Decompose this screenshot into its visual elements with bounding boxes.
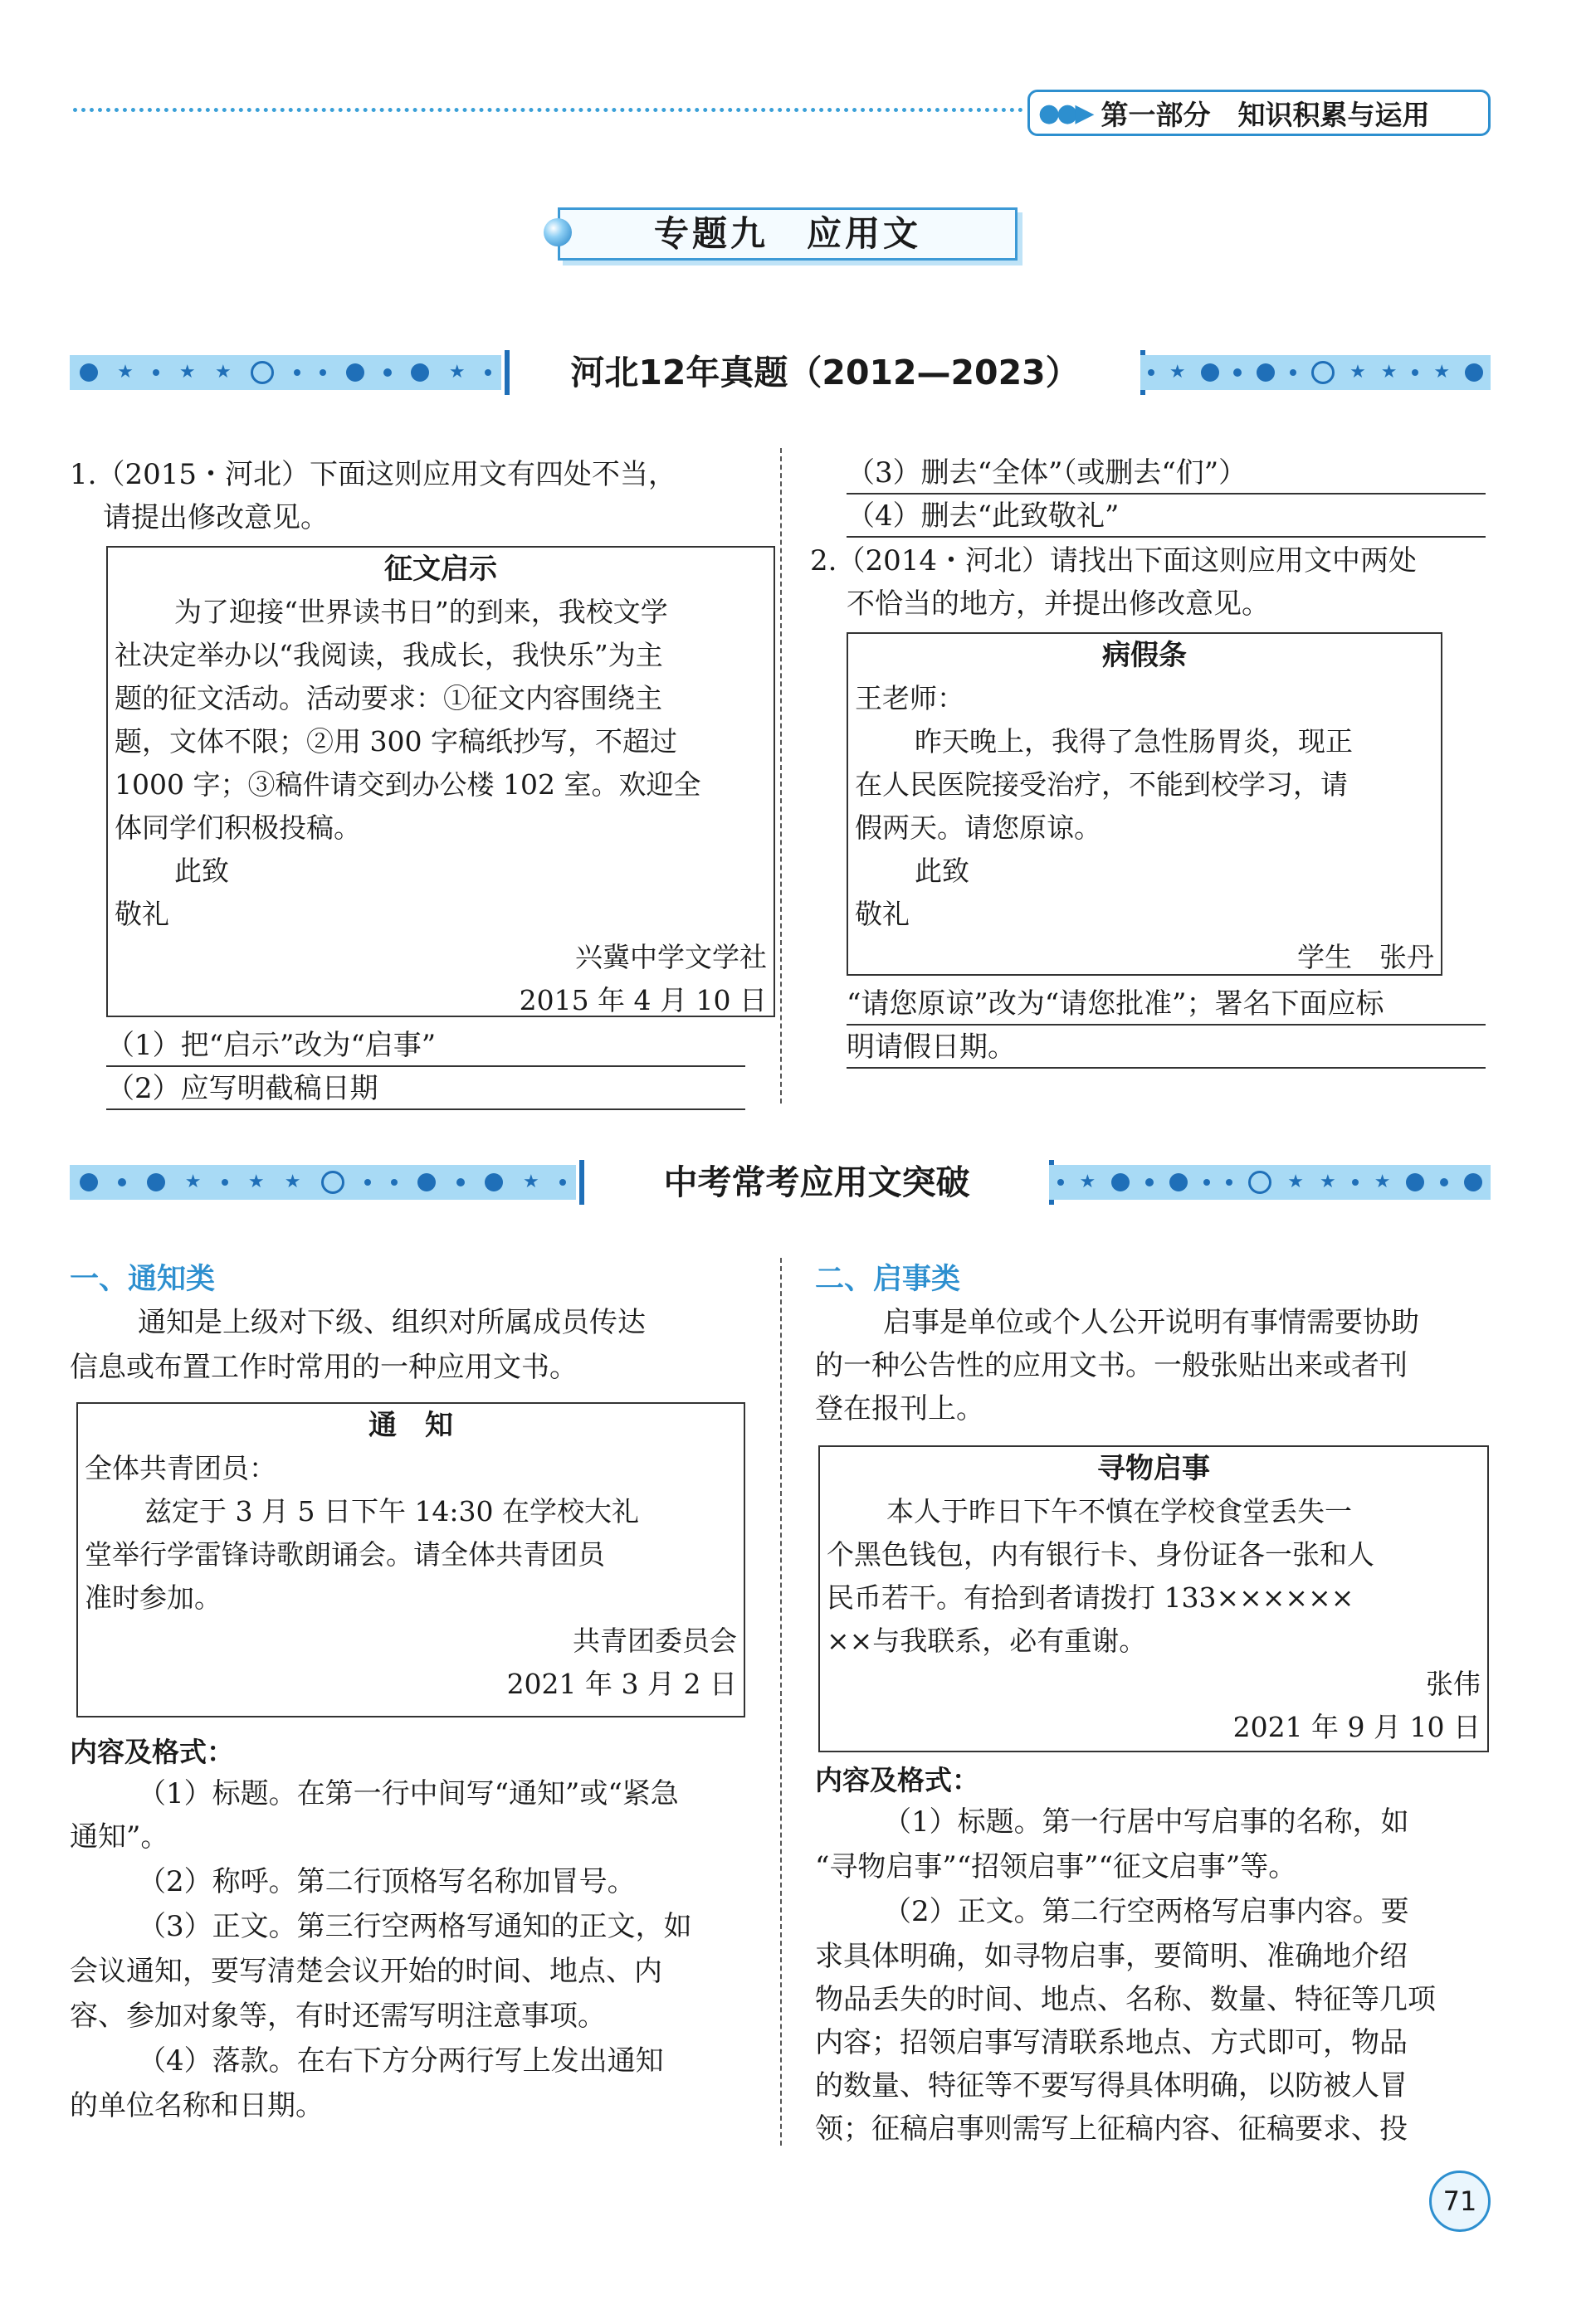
q1-doc-line: 1000 字；③稿件请交到办公楼 102 室。欢迎全 xyxy=(115,768,701,801)
notice-doc-line: 堂举行学雷锋诗歌朗诵会。请全体共青团员 xyxy=(85,1538,605,1571)
notice-salutation: 全体共青团员： xyxy=(85,1452,276,1484)
arrow-icon: ●●▶ xyxy=(1038,98,1091,128)
notice-format-line: （4）落款。在右下方分两行写上发出通知 xyxy=(138,2044,664,2078)
q2-closing-2: 敬礼 xyxy=(855,898,910,930)
q2-doc-line: 昨天晚上，我得了急性肠胃炎，现正 xyxy=(915,725,1353,758)
globe-icon xyxy=(321,1171,344,1194)
announce-doc-title: 寻物启事 xyxy=(1097,1452,1210,1485)
q1-doc-line: 题的征文活动。活动要求：①征文内容围绕主 xyxy=(115,682,662,714)
section-banner-applied-writing xyxy=(70,1160,1491,1205)
globe-icon xyxy=(1248,1171,1271,1194)
notice-intro-line: 通知是上级对下级、组织对所属成员传达 xyxy=(138,1306,646,1339)
q1-answer-1: （1）把“启示”改为“启事” xyxy=(106,1026,745,1067)
announce-format-line: 物品丢失的时间、地点、名称、数量、特征等几项 xyxy=(815,1983,1436,2016)
q1-document-box xyxy=(106,546,775,1017)
announce-intro-line: 的一种公告性的应用文书。一般张贴出来或者刊 xyxy=(815,1349,1408,1382)
notice-format-line: （1）标题。在第一行中间写“通知”或“紧急 xyxy=(138,1777,679,1810)
notice-intro-line: 信息或布置工作时常用的一种应用文书。 xyxy=(70,1351,578,1384)
notice-doc-line: 兹定于 3 月 5 日下午 14:30 在学校大礼 xyxy=(144,1495,640,1527)
section-title: 中考常考应用文突破 xyxy=(579,1160,1054,1205)
notice-format-line: 会议通知，要写清楚会议开始的时间、地点、内 xyxy=(70,1955,662,1988)
announce-signer: 张伟 xyxy=(1426,1668,1481,1700)
q1-closing-1: 此致 xyxy=(174,855,229,887)
banner-decor-left: ★ ★ ★ ★ xyxy=(70,355,501,390)
banner-decor-right: ★ ★ ★ ★ xyxy=(1140,355,1491,390)
announce-document-box xyxy=(818,1445,1489,1752)
announce-intro-line: 启事是单位或个人公开说明有事情需要协助 xyxy=(883,1306,1419,1339)
q2-document-box xyxy=(847,632,1442,976)
q2-answer-line-1: “请您原谅”改为“请您批准”；署名下面应标 xyxy=(847,984,1486,1026)
notice-doc-line: 准时参加。 xyxy=(85,1581,222,1614)
globe-icon xyxy=(251,361,274,384)
q1-doc-line: 为了迎接“世界读书日”的到来，我校文学 xyxy=(174,596,668,628)
q1-stem-line-1: 1.（2015・河北）下面这则应用文有四处不当， xyxy=(70,458,676,491)
notice-format-line: （2）称呼。第二行顶格写名称加冒号。 xyxy=(138,1865,636,1898)
header-dotted-rule xyxy=(73,108,1023,112)
q1-doc-line: 社决定举办以“我阅读，我成长，我快乐”为主 xyxy=(115,639,663,671)
notice-format-line: 的单位名称和日期。 xyxy=(70,2089,324,2122)
announce-doc-line: 民币若干。有拾到者请拨打 133×××××× xyxy=(827,1581,1354,1614)
announce-format-line: （1）标题。第一行居中写启事的名称，如 xyxy=(883,1805,1409,1839)
q1-date: 2015 年 4 月 10 日 xyxy=(519,984,767,1016)
q2-doc-line: 假两天。请您原谅。 xyxy=(855,811,1101,844)
topic-title-box xyxy=(558,207,1018,261)
announce-heading: 二、启事类 xyxy=(815,1263,961,1296)
part-label: 第一部分 知识积累与运用 xyxy=(1101,98,1430,131)
announce-date: 2021 年 9 月 10 日 xyxy=(1232,1711,1481,1743)
section-banner-hebei xyxy=(70,350,1491,395)
column-divider xyxy=(780,448,782,1104)
banner-decor-left: ★ ★ ★ ★ xyxy=(70,1165,576,1200)
q2-salutation: 王老师： xyxy=(855,682,964,714)
topic-title: 专题九 应用文 xyxy=(653,213,921,254)
q1-answer-2: （2）应写明截稿日期 xyxy=(106,1069,745,1110)
announce-format-line: 内容；招领启事写清联系地点、方式即可，物品 xyxy=(815,2026,1408,2059)
announce-intro-line: 登在报刊上。 xyxy=(815,1392,984,1425)
notice-format-line: 容、参加对象等，有时还需写明注意事项。 xyxy=(70,2000,606,2033)
announce-doc-line: 个黑色钱包，内有银行卡、身份证各一张和人 xyxy=(827,1538,1374,1571)
q1-doc-title: 征文启示 xyxy=(384,553,497,586)
q2-stem-line-2: 不恰当的地方，并提出修改意见。 xyxy=(847,587,1270,621)
q2-stem-line-1: 2.（2014・河北）请找出下面这则应用文中两处 xyxy=(810,544,1417,577)
column-divider xyxy=(780,1258,782,2146)
globe-icon xyxy=(1311,361,1335,384)
q2-closing-1: 此致 xyxy=(915,855,969,887)
announce-format-line: “寻物启事”“招领启事”“征文启事”等。 xyxy=(815,1850,1297,1883)
notice-doc-title: 通 知 xyxy=(368,1409,453,1442)
notice-format-line: 通知”。 xyxy=(70,1820,169,1854)
notice-format-heading: 内容及格式： xyxy=(70,1736,234,1768)
page-number: 71 xyxy=(1429,2171,1491,2232)
q1-doc-line: 题，文体不限；②用 300 字稿纸抄写，不超过 xyxy=(115,725,677,758)
q1-stem-line-2: 请提出修改意见。 xyxy=(103,501,329,534)
ball-icon xyxy=(544,218,572,246)
announce-format-line: 领；征稿启事则需写上征稿内容、征稿要求、投 xyxy=(815,2112,1408,2146)
q2-doc-line: 在人民医院接受治疗，不能到校学习，请 xyxy=(855,768,1348,801)
notice-signer: 共青团委员会 xyxy=(573,1625,737,1657)
notice-date: 2021 年 3 月 2 日 xyxy=(506,1668,737,1700)
announce-format-heading: 内容及格式： xyxy=(815,1764,979,1796)
announce-format-line: 求具体明确，如寻物启事，要简明、准确地介绍 xyxy=(815,1940,1408,1973)
q1-answer-3: （3）删去“全体”（或删去“们”） xyxy=(847,453,1486,495)
announce-doc-line: 本人于昨日下午不慎在学校食堂丢失一 xyxy=(886,1495,1352,1527)
notice-document-box xyxy=(76,1402,745,1717)
q2-answer-line-2: 明请假日期。 xyxy=(847,1027,1486,1069)
part-label-tab xyxy=(1027,90,1491,136)
announce-format-line: （2）正文。第二行空两格写启事内容。要 xyxy=(883,1895,1409,1928)
notice-format-line: （3）正文。第三行空两格写通知的正文，如 xyxy=(138,1910,692,1943)
q2-signer: 学生 张丹 xyxy=(1297,941,1434,973)
q1-doc-line: 体同学们积极投稿。 xyxy=(115,811,361,844)
q1-signer: 兴冀中学文学社 xyxy=(575,941,767,973)
section-title: 河北12年真题（2012—2023） xyxy=(505,350,1145,395)
q2-doc-title: 病假条 xyxy=(1102,639,1187,672)
banner-decor-right: ★ ★ ★ ★ xyxy=(1049,1165,1491,1200)
q1-answer-4: （4）删去“此致敬礼” xyxy=(847,496,1486,538)
notice-heading: 一、通知类 xyxy=(70,1263,216,1296)
announce-format-line: 的数量、特征等不要写得具体明确，以防被人冒 xyxy=(815,2069,1408,2102)
announce-doc-line: ××与我联系，必有重谢。 xyxy=(827,1625,1147,1657)
q1-closing-2: 敬礼 xyxy=(115,898,169,930)
